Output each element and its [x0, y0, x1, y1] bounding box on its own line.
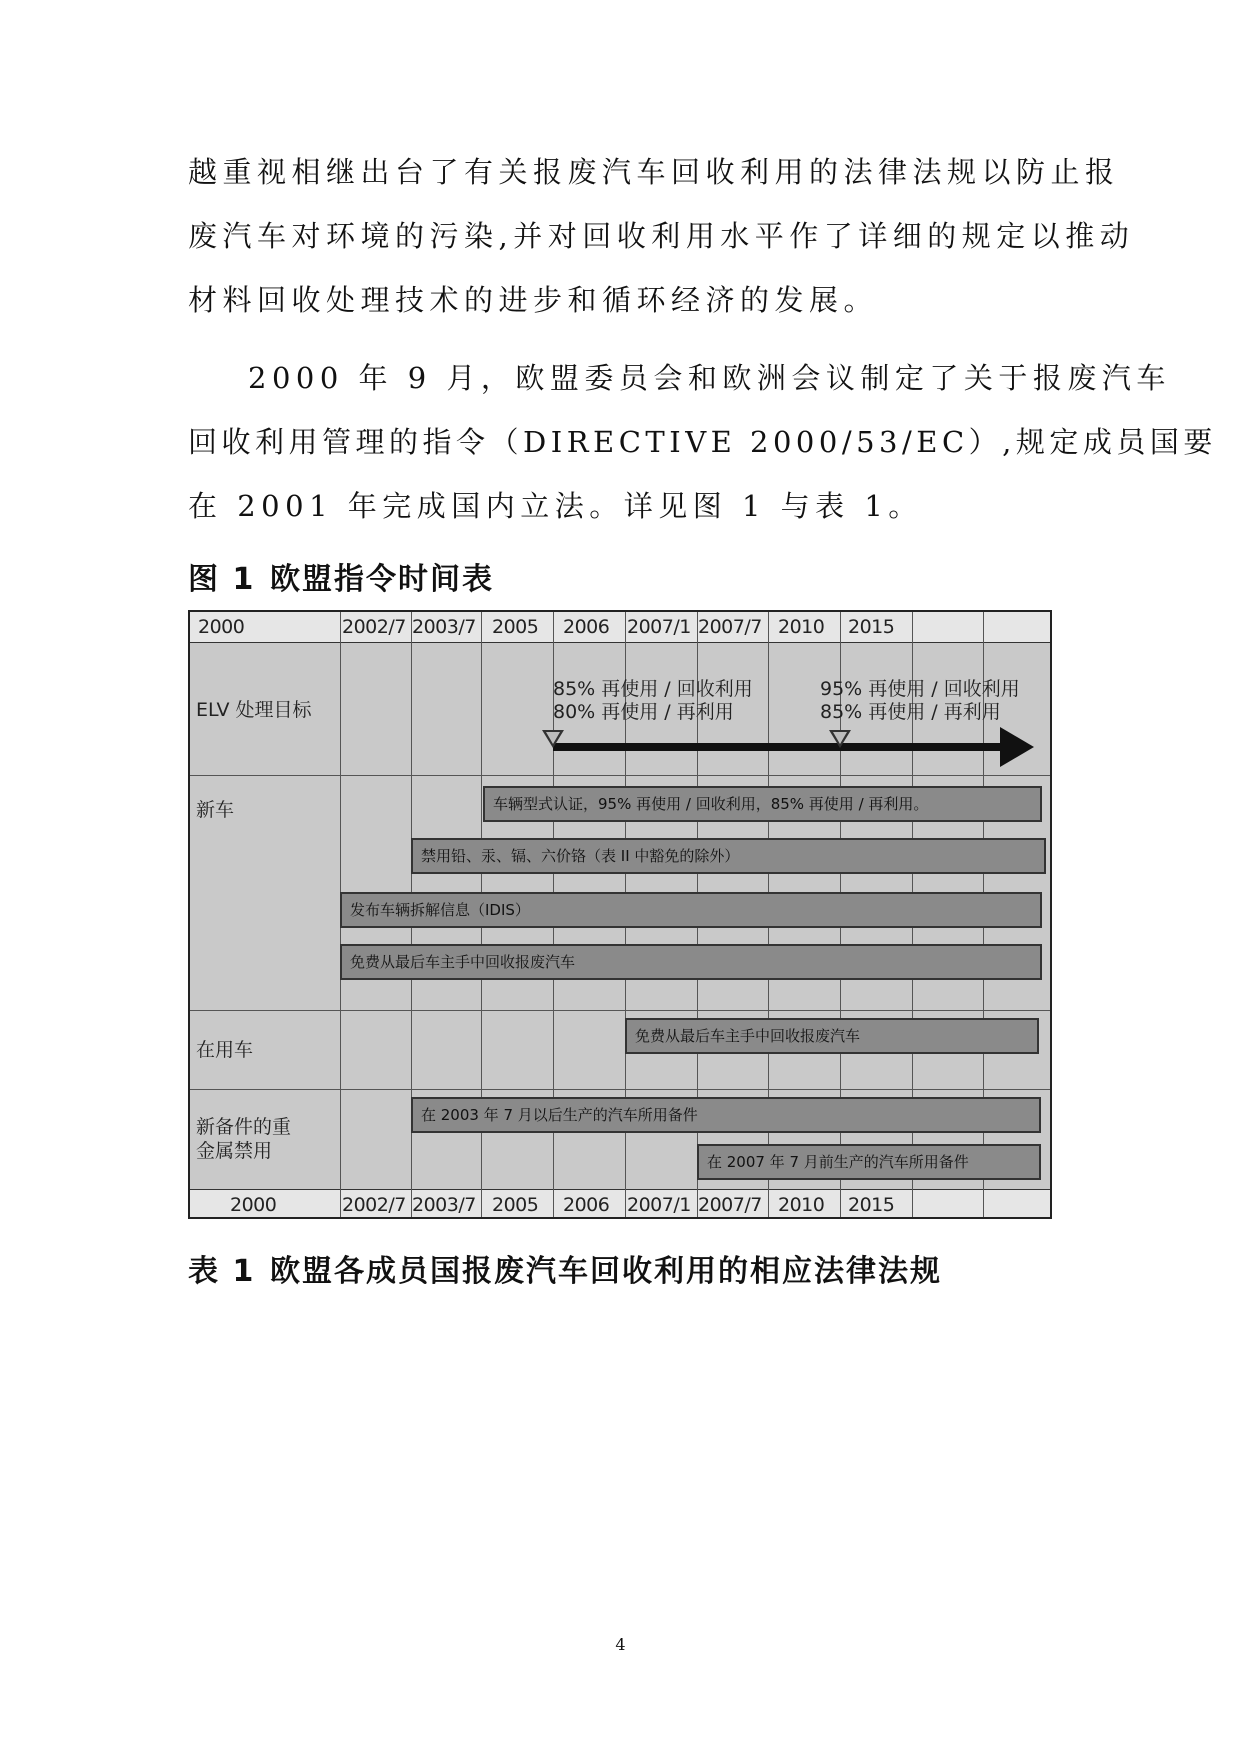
- paragraph-1-line-2: 废汽车对环境的污染,并对回收利用水平作了详细的规定以推动: [188, 219, 1135, 253]
- bar-type-approval: 车辆型式认证，95% 再使用 / 回收利用，85% 再使用 / 再利用。: [483, 786, 1042, 822]
- year-label: 2000: [230, 1194, 277, 1216]
- category-new-parts-line-1: 新备件的重: [196, 1116, 292, 1138]
- paragraph-1-line-3: 材料回收处理技术的进步和循环经济的发展。: [188, 283, 879, 317]
- figure-caption-number: 图 1: [188, 562, 256, 597]
- year-label: 2005: [492, 616, 539, 638]
- category-elv-targets: ELV 处理目标: [196, 699, 312, 721]
- year-label: 2007/1: [627, 616, 691, 638]
- year-label: 2007/1: [627, 1194, 691, 1216]
- year-label: 2006: [563, 1194, 610, 1216]
- section-divider: [190, 775, 1050, 776]
- page-number: 4: [615, 1635, 626, 1654]
- table-caption-number: 表 1: [188, 1254, 256, 1289]
- year-label: 2007/7: [698, 616, 762, 638]
- figure-caption: [188, 554, 494, 598]
- timeline-header-bottom: [190, 1189, 1050, 1219]
- paragraph-2-line-3: 在 2001 年完成国内立法。详见图 1 与表 1。: [188, 489, 923, 523]
- year-label: 2010: [778, 616, 825, 638]
- category-new-car: 新车: [196, 799, 235, 821]
- year-label: 2015: [848, 616, 895, 638]
- target-2015-line-2: 85% 再使用 / 再利用: [820, 701, 1001, 723]
- bar-parts-before-2007: 在 2007 年 7 月前生产的汽车所用备件: [697, 1144, 1041, 1180]
- bar-heavy-metal-ban: 禁用铅、汞、镉、六价铬（表 II 中豁免的除外）: [411, 838, 1046, 874]
- bar-parts-after-2003: 在 2003 年 7 月以后生产的汽车所用备件: [411, 1097, 1041, 1133]
- section-divider: [190, 1089, 1050, 1090]
- timeline-header-top: [190, 612, 1050, 643]
- paragraph-1-line-1: 越重视相继出台了有关报废汽车回收利用的法律法规以防止报: [188, 155, 1120, 189]
- year-label: 2000: [198, 616, 245, 638]
- figure-caption-text: 欧盟指令时间表: [270, 562, 494, 597]
- section-divider: [190, 1010, 1050, 1011]
- elv-arrow-head-icon: [1000, 727, 1034, 767]
- year-label: 2003/7: [412, 1194, 476, 1216]
- milestone-2015-triangle-inner: [833, 732, 847, 744]
- table-caption: [188, 1246, 942, 1290]
- bar-free-takeback-in-use: 免费从最后车主手中回收报废汽车: [625, 1018, 1039, 1054]
- year-label: 2005: [492, 1194, 539, 1216]
- bar-idis-info: 发布车辆拆解信息（IDIS）: [340, 892, 1042, 928]
- category-in-use-car: 在用车: [196, 1039, 254, 1061]
- year-label: 2015: [848, 1194, 895, 1216]
- milestone-2006-triangle-inner: [546, 732, 560, 744]
- year-label: 2002/7: [342, 1194, 406, 1216]
- paragraph-2-line-1: 2000 年 9 月，欧盟委员会和欧洲会议制定了关于报废汽车: [248, 361, 1171, 395]
- target-2006-line-1: 85% 再使用 / 回收利用: [553, 678, 753, 700]
- year-label: 2010: [778, 1194, 825, 1216]
- target-2015-line-1: 95% 再使用 / 回收利用: [820, 678, 1020, 700]
- year-label: 2007/7: [698, 1194, 762, 1216]
- category-new-parts-line-2: 金属禁用: [196, 1140, 273, 1162]
- target-2006-line-2: 80% 再使用 / 再利用: [553, 701, 734, 723]
- table-caption-text: 欧盟各成员国报废汽车回收利用的相应法律法规: [270, 1254, 942, 1289]
- eu-directive-timeline-figure: [188, 610, 1052, 1219]
- elv-arrow-line: [553, 743, 1003, 751]
- bar-free-takeback-new: 免费从最后车主手中回收报废汽车: [340, 944, 1042, 980]
- paragraph-2-line-2: 回收利用管理的指令（DIRECTIVE 2000/53/EC）,规定成员国要: [188, 425, 1217, 459]
- year-label: 2006: [563, 616, 610, 638]
- year-label: 2003/7: [412, 616, 476, 638]
- year-label: 2002/7: [342, 616, 406, 638]
